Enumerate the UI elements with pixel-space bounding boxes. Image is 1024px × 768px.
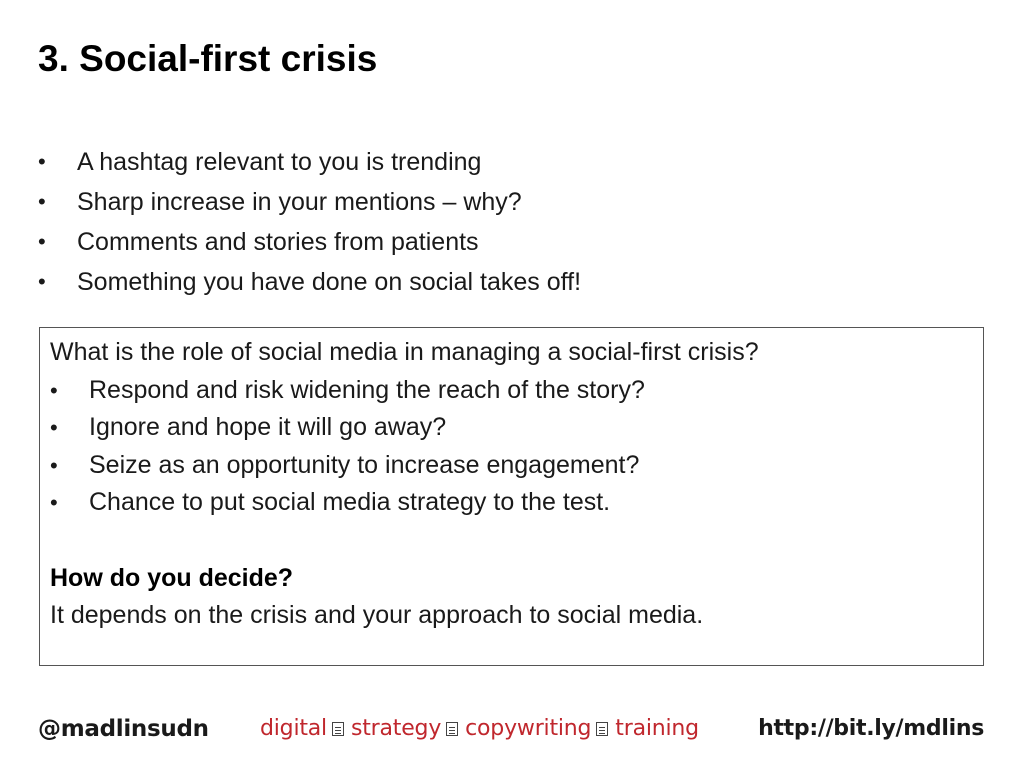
tagline-word: training (615, 716, 699, 741)
list-item (38, 264, 581, 304)
bullet-list (38, 144, 581, 304)
bullet-icon: • (50, 377, 58, 403)
list-item (50, 372, 973, 410)
tagline-word: copywriting (465, 716, 592, 741)
list-item (50, 447, 973, 485)
document-icon (596, 722, 608, 736)
list-item (38, 224, 581, 264)
question-box (39, 327, 984, 666)
option-text: Ignore and hope it will go away? (89, 413, 447, 442)
footer-url: http://bit.ly/mdlins (758, 716, 984, 741)
bullet-icon: • (38, 189, 46, 214)
tagline-word: digital (260, 716, 327, 741)
list-item (38, 184, 581, 224)
list-item (50, 409, 973, 447)
list-item (50, 484, 973, 522)
bullet-icon: • (38, 269, 46, 294)
option-list (50, 372, 973, 522)
box-question: What is the role of social media in managing a social-first crisis? (50, 338, 759, 366)
bullet-text: Something you have done on social takes off! (77, 268, 582, 296)
bullet-text: A hashtag relevant to you is trending (77, 148, 482, 176)
tagline-word: strategy (350, 716, 442, 741)
option-text: Seize as an opportunity to increase engagement? (89, 450, 640, 479)
twitter-handle: @madlinsudn (38, 716, 209, 742)
document-icon (332, 722, 344, 736)
answer-text: It depends on the crisis and your approach to social media. (50, 601, 704, 630)
bullet-icon: • (50, 452, 58, 478)
bullet-icon: • (50, 490, 58, 516)
bullet-icon: • (50, 415, 58, 441)
option-text: Chance to put social media strategy to the test. (89, 488, 611, 517)
decide-heading: How do you decide? (50, 563, 294, 592)
bullet-icon: • (38, 229, 46, 254)
bullet-text: Comments and stories from patients (77, 228, 479, 256)
blank-line (50, 522, 973, 560)
document-icon (446, 722, 458, 736)
bullet-icon: • (38, 149, 46, 174)
footer (0, 712, 1024, 752)
bullet-text: Sharp increase in your mentions – why? (77, 188, 522, 216)
option-text: Respond and risk widening the reach of the story? (89, 375, 645, 404)
tagline (260, 716, 699, 741)
slide-title: 3. Social-first crisis (38, 38, 378, 79)
list-item (38, 144, 581, 184)
